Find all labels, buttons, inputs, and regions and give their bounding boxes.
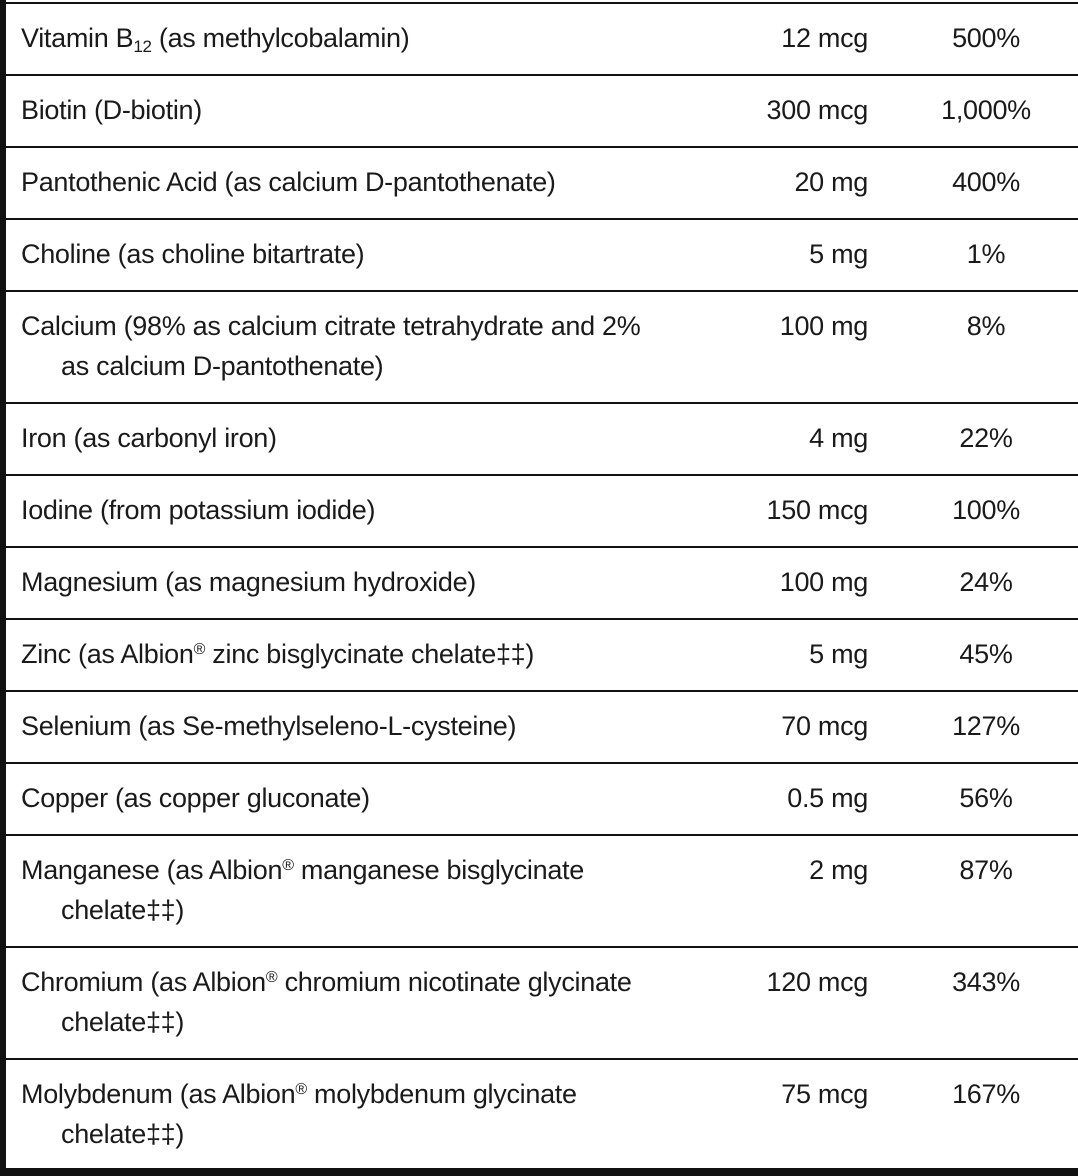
daily-value-percent: 400% [952,167,1020,197]
daily-value-percent: 87% [959,855,1013,885]
nutrient-name: Iron (as carbonyl iron) [21,423,277,453]
table-row [6,4,1078,76]
amount-per-serving: 100 mg [779,311,868,341]
amount-per-serving: 0.5 mg [787,783,868,813]
table-row [6,548,1078,620]
nutrient-name: Biotin (D-biotin) [21,95,202,125]
nutrient-name: Vitamin $B_{12}$ (as methylcobalamin) [21,23,410,56]
daily-value-percent: 45% [959,639,1013,669]
daily-value-percent: 22% [959,423,1013,453]
amount-per-serving: 150 mcg [766,495,868,525]
daily-value-percent: 1,000% [941,95,1031,125]
nutrient-table [6,4,1078,1172]
daily-value-percent: 1% [966,239,1006,269]
nutrient-name: Selenium (as Se-methylseleno-L-cysteine) [21,711,517,741]
nutrient-name: Iodine (from potassium iodide) [21,495,376,525]
daily-value-percent: 56% [959,783,1013,813]
amount-per-serving: 4 mg [809,423,868,453]
amount-per-serving: 5 mg [809,639,868,669]
amount-per-serving: 20 mg [794,167,868,197]
table-row [6,148,1078,220]
bottom-divider [6,1168,1078,1176]
amount-per-serving: 75 mcg [781,1079,868,1109]
amount-per-serving: 300 mcg [766,95,868,125]
nutrient-name: Choline (as choline bitartrate) [21,239,365,269]
table-row [6,404,1078,476]
nutrient-name: Magnesium (as magnesium hydroxide) [21,567,476,597]
daily-value-percent: 343% [952,967,1020,997]
table-row [6,948,1078,1060]
daily-value-percent: 8% [966,311,1006,341]
amount-per-serving: 120 mcg [766,967,868,997]
daily-value-percent: 500% [952,23,1020,53]
daily-value-percent: 167% [952,1079,1020,1109]
table-row [6,836,1078,948]
amount-per-serving: 100 mg [779,567,868,597]
nutrient-name: Manganese (as Albion® manganese bisglycinate chelate‡‡) [21,855,584,925]
nutrient-name: Zinc (as Albion® zinc bisglycinate chelate‡‡) [21,639,535,669]
amount-per-serving: 12 mcg [781,23,868,53]
daily-value-percent: 24% [959,567,1013,597]
amount-per-serving: 2 mg [809,855,868,885]
table-row [6,692,1078,764]
table-row [6,76,1078,148]
table-row [6,1060,1078,1172]
nutrient-name: Chromium (as Albion® chromium nicotinate glycinate chelate‡‡) [21,967,632,1037]
nutrient-name: Calcium (98% as calcium citrate tetrahydrate and 2% as calcium D-pantothenate) [21,311,641,381]
table-row [6,476,1078,548]
amount-per-serving: 5 mg [809,239,868,269]
nutrient-name: Copper (as copper gluconate) [21,783,370,813]
daily-value-percent: 127% [952,711,1020,741]
table-row [6,764,1078,836]
daily-value-percent: 100% [952,495,1020,525]
table-row [6,292,1078,404]
table-row [6,620,1078,692]
amount-per-serving: 70 mcg [781,711,868,741]
nutrient-name: Molybdenum (as Albion® molybdenum glycinate chelate‡‡) [21,1079,577,1149]
nutrient-name: Pantothenic Acid (as calcium D-pantothenate) [21,167,556,197]
table-row [6,220,1078,292]
